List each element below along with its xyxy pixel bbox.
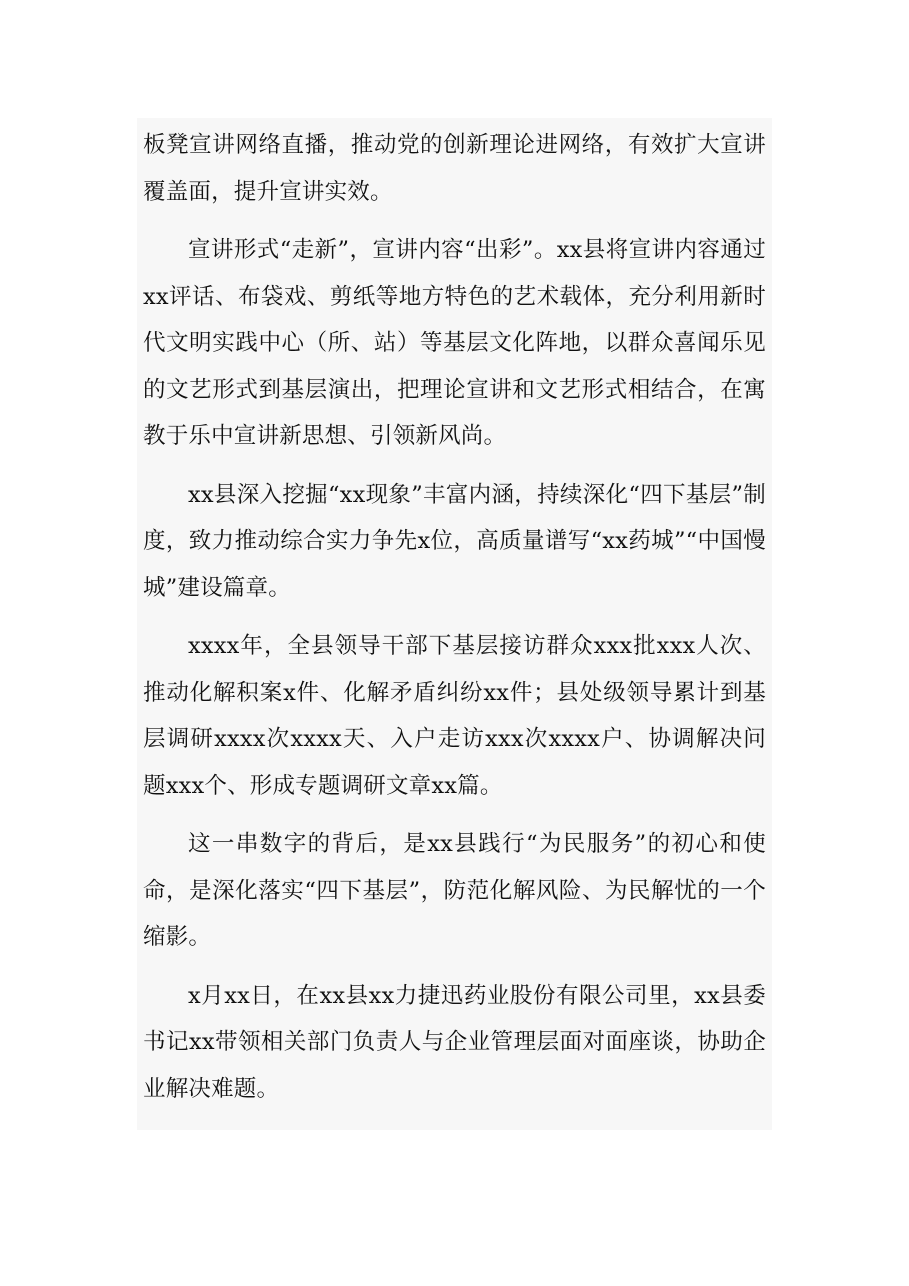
paragraph-5: 这一串数字的背后，是xx县践行“为民服务”的初心和使命，是深化落实“四下基层”，防范化解风险、为民解忧的一个缩影。 [143,831,766,950]
paragraph-2: 宣讲形式“走新”，宣讲内容“出彩”。xx县将宣讲内容通过xx评话、布袋戏、剪纸等地方特色的艺术载体，充分利用新时代文明实践中心（所、站）等基层文化阵地，以群众喜闻乐见的文艺形式到基层演出，把理论宣讲和文艺形式相结合，在寓教于乐中宣讲新思想、引领新风尚。 [143,237,766,449]
paragraph-1: 板凳宣讲网络直播，推动党的创新理论进网络，有效扩大宣讲覆盖面，提升宣讲实效。 [143,132,766,205]
document-body [137,118,772,1130]
paragraph-4: xxxx年，全县领导干部下基层接访群众xxx批xxx人次、推动化解积案x件、化解矛盾纠纷xx件；县处级领导累计到基层调研xxxx次xxxx天、入户走访xxx次xxxx户、协调解决问题xxx个、形成专题调研文章xx篇。 [143,633,766,799]
paragraph-3: xx县深入挖掘“xx现象”丰富内涵，持续深化“四下基层”制度，致力推动综合实力争先x位，高质量谱写“xx药城”“中国慢城”建设篇章。 [143,481,766,601]
paragraph-6: x月xx日，在xx县xx力捷迅药业股份有限公司里，xx县委书记xx带领相关部门负责人与企业管理层面对面座谈，协助企业解决难题。 [143,982,766,1102]
